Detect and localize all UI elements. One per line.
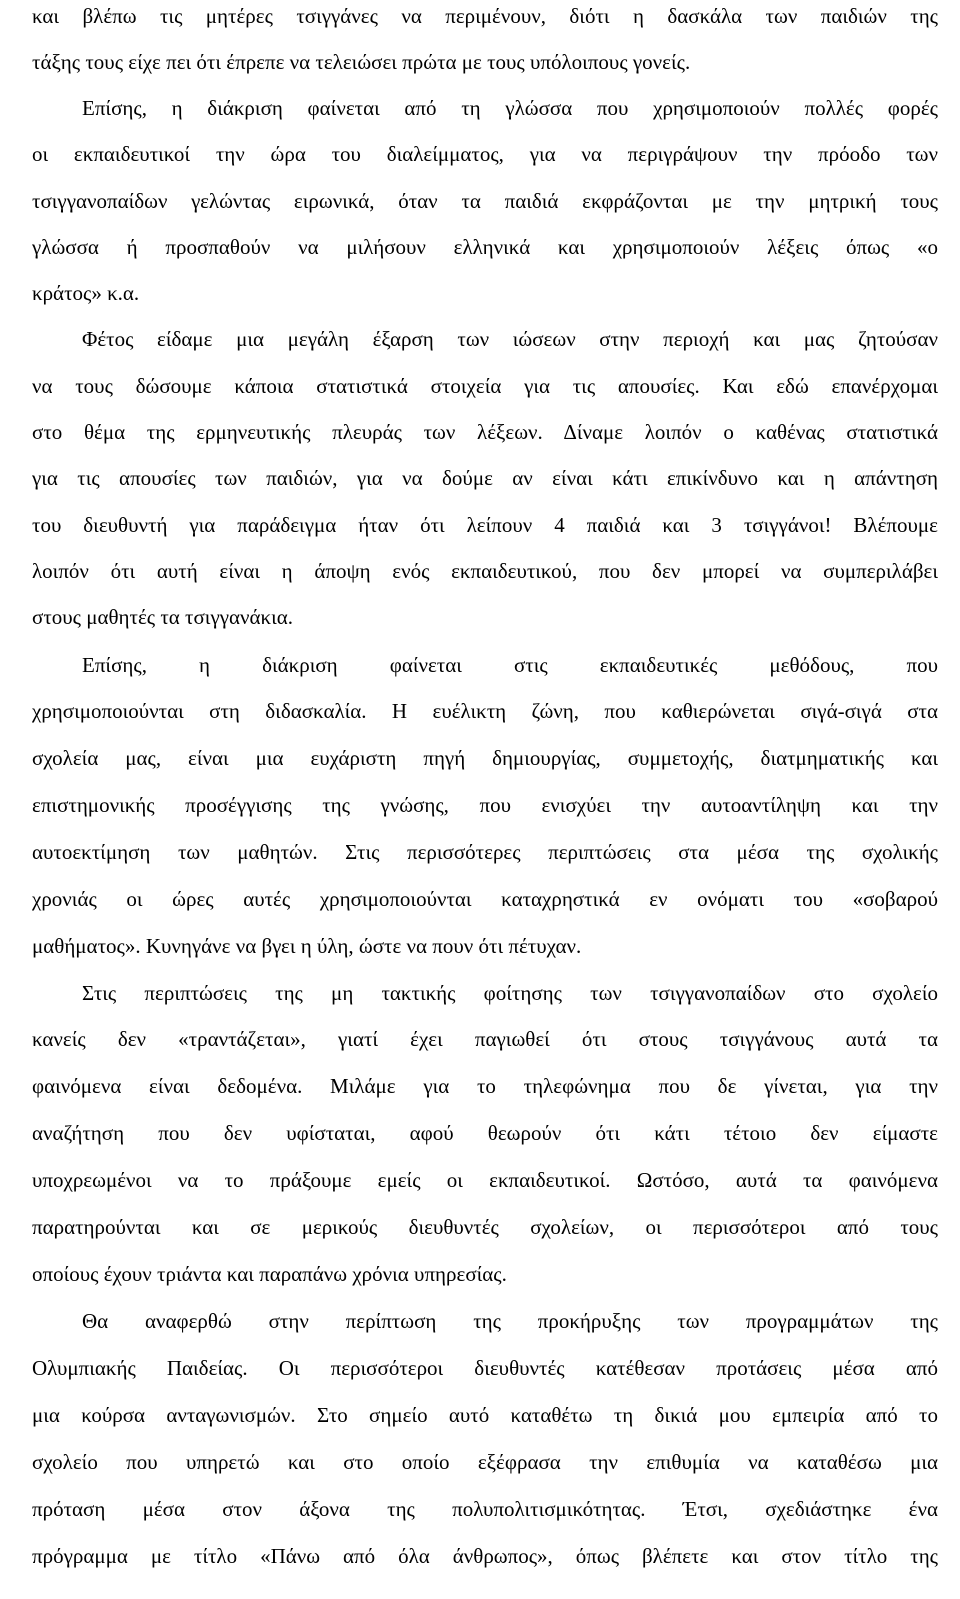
text-line: οποίους έχουν τριάντα και παραπάνω χρόνια υπηρεσίας.	[32, 1262, 507, 1286]
text-line: Ολυμπιακής Παιδείας. Οι περισσότεροι διευθυντές κατέθεσαν προτάσεις μέσα από	[32, 1356, 938, 1380]
text-line: και βλέπω τις μητέρες τσιγγάνες να περιμένουν, διότι η δασκάλα των παιδιών της	[32, 4, 938, 28]
text-line: υποχρεωμένοι να το πράξουμε εμείς οι εκπαιδευτικοί. Ωστόσο, αυτά τα φαινόμενα	[32, 1168, 938, 1192]
text-line: οι εκπαιδευτικοί την ώρα του διαλείμματος, για να περιγράψουν την πρόοδο των	[32, 142, 938, 166]
text-line: σχολεία μας, είναι μια ευχάριστη πηγή δημιουργίας, συμμετοχής, διατμηματικής και	[32, 746, 938, 770]
text-line: μαθήματος». Κυνηγάνε να βγει η ύλη, ώστε να πουν ότι πέτυχαν.	[32, 934, 582, 958]
text-line: αυτοεκτίμηση των μαθητών. Στις περισσότερες περιπτώσεις στα μέσα της σχολικής	[32, 840, 938, 864]
text-line: πρόταση μέσα στον άξονα της πολυπολιτισμικότητας. Έτσι, σχεδιάστηκε ένα	[32, 1497, 938, 1521]
text-line: μια κούρσα ανταγωνισμών. Στο σημείο αυτό καταθέτω τη δικιά μου εμπειρία από το	[32, 1403, 938, 1427]
text-line: στο θέμα της ερμηνευτικής πλευράς των λέξεων. Δίναμε λοιπόν ο καθένας στατιστικά	[32, 420, 938, 444]
text-line: πρόγραμμα με τίτλο «Πάνω από όλα άνθρωπος», όπως βλέπετε και στον τίτλο της	[32, 1544, 938, 1568]
text-line: χρησιμοποιούνται στη διδασκαλία. Η ευέλικτη ζώνη, που καθιερώνεται σιγά-σιγά στα	[32, 699, 938, 723]
text-line: του διευθυντή για παράδειγμα ήταν ότι λείπουν 4 παιδιά και 3 τσιγγάνοι! Βλέπουμε	[32, 513, 938, 537]
document-page	[32, 0, 938, 1599]
text-line: τσιγγανοπαίδων γελώντας ειρωνικά, όταν τα παιδιά εκφράζονται με την μητρική τους	[32, 189, 938, 213]
text-line: επιστημονικής προσέγγισης της γνώσης, που ενισχύει την αυτοαντίληψη και την	[32, 793, 938, 817]
text-line: γλώσσα ή προσπαθούν να μιλήσουν ελληνικά και χρησιμοποιούν λέξεις όπως «ο	[32, 235, 938, 259]
text-line: χρονιάς οι ώρες αυτές χρησιμοποιούνται καταχρηστικά εν ονόματι του «σοβαρού	[32, 887, 938, 911]
text-line: τάξης τους είχε πει ότι έπρεπε να τελειώσει πρώτα με τους υπόλοιπους γονείς.	[32, 50, 691, 74]
paragraph-first-line: Φέτος είδαμε μια μεγάλη έξαρση των ιώσεων στην περιοχή και μας ζητούσαν	[82, 327, 938, 351]
text-line: κράτος» κ.α.	[32, 281, 140, 305]
text-line: φαινόμενα είναι δεδομένα. Μιλάμε για το τηλεφώνημα που δε γίνεται, για την	[32, 1074, 938, 1098]
paragraph-first-line: Θα αναφερθώ στην περίπτωση της προκήρυξης των προγραμμάτων της	[82, 1309, 938, 1333]
paragraph-first-line: Επίσης, η διάκριση φαίνεται στις εκπαιδευτικές μεθόδους, που	[82, 653, 938, 677]
text-line: να τους δώσουμε κάποια στατιστικά στοιχεία για τις απουσίες. Και εδώ επανέρχομαι	[32, 374, 938, 398]
paragraph-first-line: Στις περιπτώσεις της μη τακτικής φοίτησης των τσιγγανοπαίδων στο σχολείο	[82, 981, 938, 1005]
text-line: στους μαθητές τα τσιγγανάκια.	[32, 605, 293, 629]
text-line: παρατηρούνται και σε μερικούς διευθυντές σχολείων, οι περισσότεροι από τους	[32, 1215, 938, 1239]
text-line: σχολείο που υπηρετώ και στο οποίο εξέφρασα την επιθυμία να καταθέσω μια	[32, 1450, 938, 1474]
text-line: αναζήτηση που δεν υφίσταται, αφού θεωρούν ότι κάτι τέτοιο δεν είμαστε	[32, 1121, 938, 1145]
text-line: λοιπόν ότι αυτή είναι η άποψη ενός εκπαιδευτικού, που δεν μπορεί να συμπεριλάβει	[32, 559, 938, 583]
text-line: για τις απουσίες των παιδιών, για να δούμε αν είναι κάτι επικίνδυνο και η απάντηση	[32, 466, 938, 490]
paragraph-first-line: Επίσης, η διάκριση φαίνεται από τη γλώσσα που χρησιμοποιούν πολλές φορές	[82, 96, 938, 120]
text-line: κανείς δεν «τραντάζεται», γιατί έχει παγιωθεί ότι στους τσιγγάνους αυτά τα	[32, 1027, 938, 1051]
